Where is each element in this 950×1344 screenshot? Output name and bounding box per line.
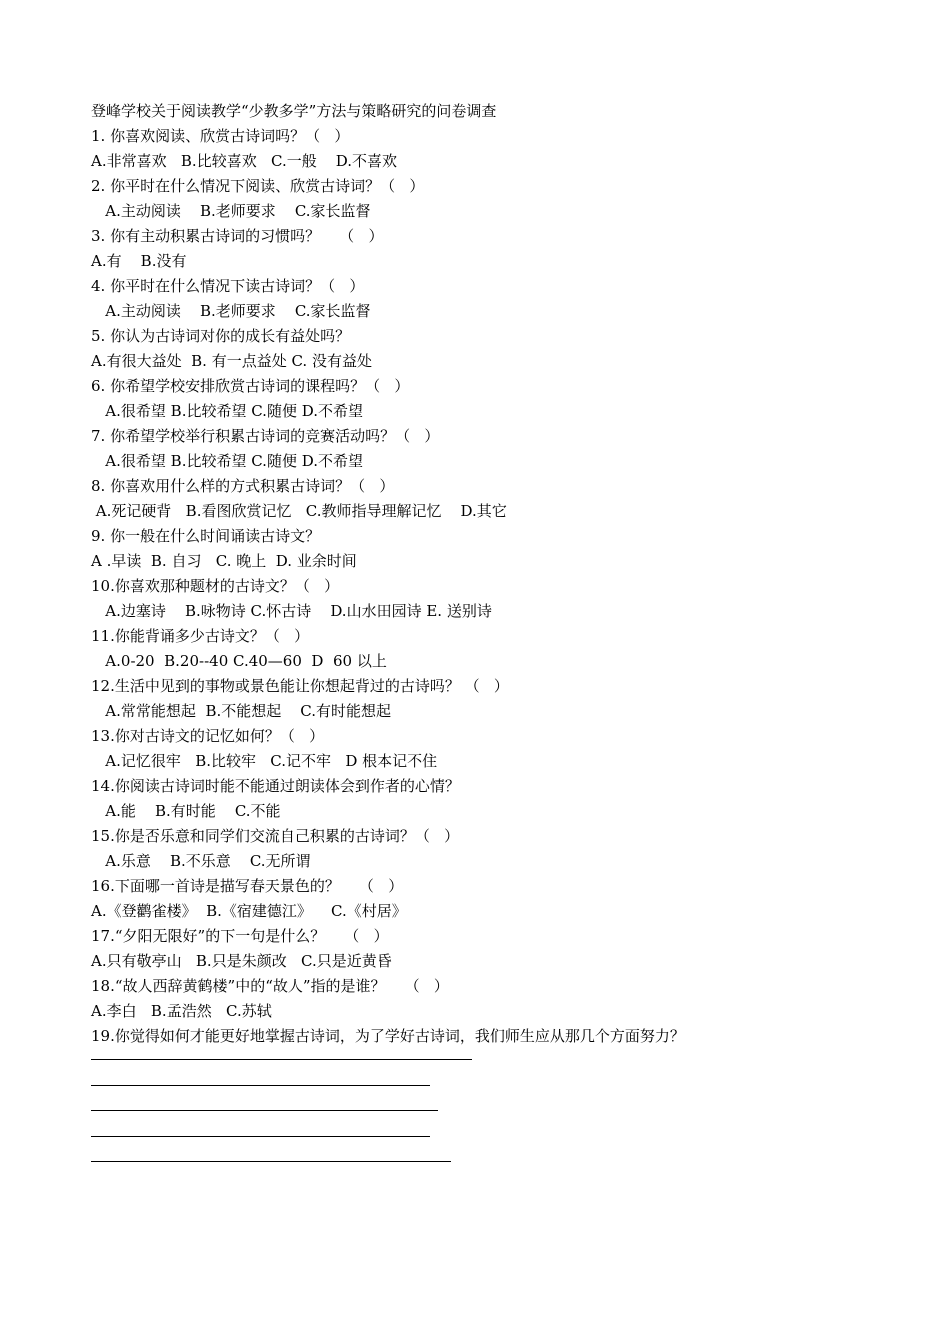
question-text: 11.你能背诵多少古诗文？（ ） [91,627,310,645]
answer-options: A.主动阅读 B.老师要求 C.家长监督 [91,202,371,220]
question-text: 1. 你喜欢阅读、欣赏古诗词吗？（ ） [91,127,350,145]
question-text: 6. 你希望学校安排欣赏古诗词的课程吗？（ ） [91,377,410,395]
answer-options: A.《登鹳雀楼》 B.《宿建德江》 C.《村居》 [91,902,407,920]
question-text: 3. 你有主动积累古诗词的习惯吗？ （ ） [91,227,384,245]
answer-options: A.常常能想起 B.不能想起 C.有时能想起 [91,702,392,720]
answer-options: A.边塞诗 B.咏物诗 C.怀古诗 D.山水田园诗 E. 送别诗 [91,602,492,620]
question-text: 16.下面哪一首诗是描写春天景色的？ （ ） [91,877,404,895]
answer-options: A.很希望 B.比较希望 C.随便 D.不希望 [91,452,363,470]
question-text: 9. 你一般在什么时间诵读古诗文？ [91,527,321,545]
question-text: 8. 你喜欢用什么样的方式积累古诗词？（ ） [91,477,395,495]
question-text: 15.你是否乐意和同学们交流自己积累的古诗词？（ ） [91,827,460,845]
question-text: 18.“故人西辞黄鹤楼”中的“故人”指的是谁？ （ ） [91,977,449,995]
question-text: 14.你阅读古诗词时能不能通过朗读体会到作者的心情？ [91,777,460,795]
question-text: 12.生活中见到的事物或景色能让你想起背过的古诗吗？ （ ） [91,677,509,695]
question-list [91,124,911,1049]
answer-options: A.主动阅读 B.老师要求 C.家长监督 [91,302,371,320]
blank-answer-line[interactable] [91,1079,911,1105]
question-text: 19.你觉得如何才能更好地掌握古诗词，为了学好古诗词，我们师生应从那几个方面努力？ [91,1027,685,1045]
answer-options: A.0-20 B.20--40 C.40—60 D 60 以上 [91,652,387,670]
answer-options: A.非常喜欢 B.比较喜欢 C.一般 D.不喜欢 [91,152,398,170]
answer-options: A.记忆很牢 B.比较牢 C.记不牢 D 根本记不住 [91,752,438,770]
document-title: 登峰学校关于阅读教学“少教多学”方法与策略研究的问卷调查 [91,102,497,120]
question-text: 17.“夕阳无限好”的下一句是什么？ （ ） [91,927,389,945]
question-text: 13.你对古诗文的记忆如何？（ ） [91,727,325,745]
blank-answer-line[interactable] [91,1053,911,1079]
answer-options: A.只有敬亭山 B.只是朱颜改 C.只是近黄昏 [91,952,392,970]
question-text: 2. 你平时在什么情况下阅读、欣赏古诗词？（ ） [91,177,425,195]
blank-answer-line[interactable] [91,1130,911,1156]
answer-lines [91,1053,911,1181]
answer-options: A.乐意 B.不乐意 C.无所谓 [91,852,311,870]
blank-answer-line[interactable] [91,1104,911,1130]
answer-options: A.有很大益处 B. 有一点益处 C. 没有益处 [91,352,372,370]
answer-options: A.有 B.没有 [91,252,187,270]
answer-options: A.死记硬背 B.看图欣赏记忆 C.教师指导理解记忆 D.其它 [91,502,507,520]
questionnaire-document [91,99,911,1181]
question-text: 10.你喜欢那种题材的古诗文？（ ） [91,577,340,595]
answer-options: A.很希望 B.比较希望 C.随便 D.不希望 [91,402,363,420]
question-text: 7. 你希望学校举行积累古诗词的竞赛活动吗？（ ） [91,427,440,445]
blank-answer-line[interactable] [91,1155,911,1181]
question-text: 4. 你平时在什么情况下读古诗词？（ ） [91,277,365,295]
question-text: 5. 你认为古诗词对你的成长有益处吗？ [91,327,351,345]
answer-options: A.李白 B.孟浩然 C.苏轼 [91,1002,272,1020]
answer-options: A .早读 B. 自习 C. 晚上 D. 业余时间 [91,552,357,570]
answer-options: A.能 B.有时能 C.不能 [91,802,281,820]
